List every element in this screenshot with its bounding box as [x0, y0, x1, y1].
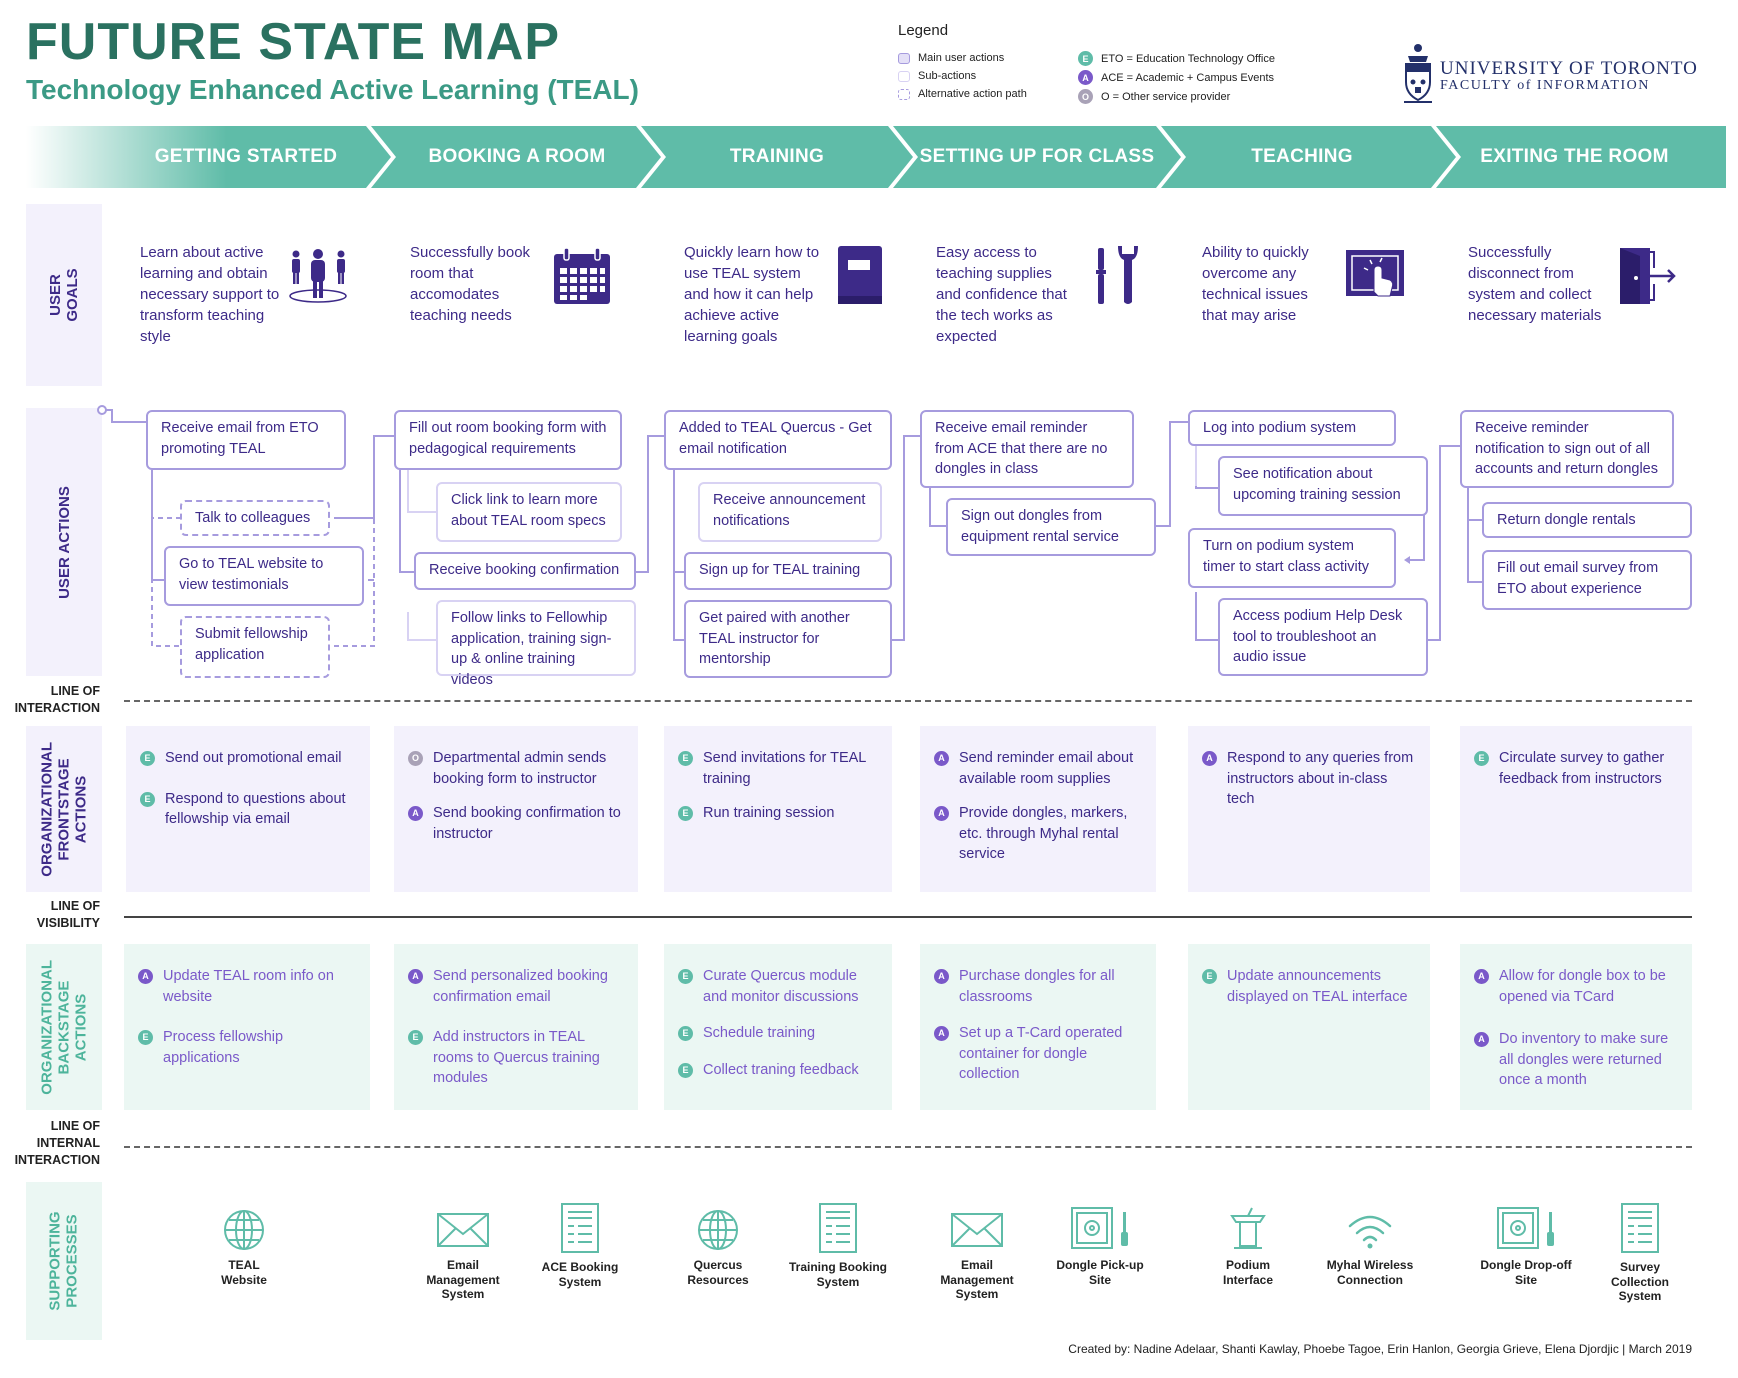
eto-badge-icon: E	[1202, 969, 1217, 984]
credits: Created by: Nadine Adelaar, Shanti Kawlay, Phoebe Tagoe, Erin Hanlon, Georgia Grieve, Elena Djordjic | March 2019	[1068, 1342, 1692, 1356]
stage-booking-a-room: BOOKING A ROOM	[428, 146, 606, 167]
ace-badge-icon: A	[408, 806, 423, 821]
eto-badge-icon: E	[678, 1063, 693, 1078]
safe-icon	[1496, 1206, 1556, 1252]
ace-badge-icon: A	[934, 1026, 949, 1041]
support-quercus-resources: Quercus Resources	[678, 1208, 758, 1287]
envelope-icon	[436, 1208, 490, 1252]
form-icon	[1620, 1202, 1660, 1254]
globe-icon	[696, 1208, 740, 1252]
lane-supporting: SUPPORTING PROCESSES	[26, 1182, 102, 1340]
frontstage-item: E Respond to questions about fellowship via email	[140, 789, 356, 830]
backstage-item: E Collect traning feedback	[678, 1060, 878, 1081]
podium-icon	[1228, 1206, 1268, 1252]
line-of-visibility	[124, 916, 1692, 918]
action-go-to-teal-website: Go to TEAL website to view testimonials	[164, 546, 364, 606]
form-icon	[818, 1202, 858, 1254]
eto-badge-icon: E	[1474, 751, 1489, 766]
eto-badge-icon: E	[678, 751, 693, 766]
faculty-name: FACULTY of INFORMATION	[1440, 78, 1650, 93]
legend-title: Legend	[898, 22, 949, 39]
backstage-booking	[394, 944, 638, 1110]
legend-ace: A ACE = Academic + Campus Events	[1078, 70, 1275, 85]
wifi-icon	[1346, 1212, 1394, 1252]
action-receive-reminder-ace: Receive email reminder from ACE that there are no dongles in class	[920, 410, 1134, 488]
backstage-item: A Set up a T-Card operated container for dongle collection	[934, 1023, 1142, 1085]
frontstage-item: A Provide dongles, markers, etc. through Myhal rental service	[934, 803, 1142, 865]
university-name: UNIVERSITY OF TORONTO	[1440, 58, 1698, 79]
action-follow-fellowship-links: Follow links to Fellowhip application, training sign-up & online training videos	[436, 600, 636, 676]
action-fill-booking-form: Fill out room booking form with pedagogical requirements	[394, 410, 622, 470]
line-of-visibility-label: LINE OF VISIBILITY	[36, 899, 100, 930]
goal-booking: Successfully book room that accomodates teaching needs	[410, 244, 531, 324]
backstage-item: A Update TEAL room info on website	[138, 966, 356, 1007]
goal-training: Quickly learn how to use TEAL system and how it can help achieve active learning goals	[684, 244, 820, 345]
lane-user-actions: USER ACTIONS	[26, 408, 102, 676]
stage-exiting: EXITING THE ROOM	[1480, 146, 1669, 167]
lane-frontstage: ORGANIZATIONAL FRONTSTAGE ACTIONS	[26, 726, 102, 892]
eto-badge-icon: E	[678, 969, 693, 984]
frontstage-item: E Run training session	[678, 803, 878, 824]
eto-badge-icon: E	[140, 792, 155, 807]
eto-badge-icon: E	[678, 806, 693, 821]
eto-badge-icon: E	[1078, 51, 1093, 66]
action-click-room-specs: Click link to learn more about TEAL room specs	[436, 482, 622, 542]
legend-item-alt: Alternative action path	[898, 88, 1027, 100]
line-of-internal-interaction-label: LINE OF INTERNAL INTERACTION	[14, 1119, 100, 1167]
ace-badge-icon: A	[934, 806, 949, 821]
backstage-item: A Do inventory to make sure all dongles were returned once a month	[1474, 1029, 1678, 1091]
action-return-dongles: Return dongle rentals	[1482, 502, 1692, 538]
ace-badge-icon: A	[1078, 70, 1093, 85]
ace-badge-icon: A	[934, 751, 949, 766]
frontstage-item: E Send invitations for TEAL training	[678, 748, 878, 789]
eto-badge-icon: E	[678, 1026, 693, 1041]
form-icon	[560, 1202, 600, 1254]
frontstage-item: E Circulate survey to gather feedback from instructors	[1474, 748, 1678, 789]
line-of-interaction-label: LINE OF INTERACTION	[14, 684, 100, 715]
ace-badge-icon: A	[1474, 1032, 1489, 1047]
goal-setting-up: Easy access to teaching supplies and confidence that the tech works as expected	[936, 244, 1067, 345]
envelope-icon	[950, 1208, 1004, 1252]
ace-badge-icon: A	[408, 969, 423, 984]
legend-item-main: Main user actions	[898, 52, 1027, 64]
support-myhal-wireless: Myhal Wireless Connection	[1320, 1212, 1420, 1287]
ace-badge-icon: A	[934, 969, 949, 984]
frontstage-item: E Send out promotional email	[140, 748, 356, 769]
frontstage-item: A Send booking confirmation to instructor	[408, 803, 624, 844]
goal-exiting: Successfully disconnect from system and collect necessary materials	[1468, 244, 1602, 324]
action-sign-out-dongles: Sign out dongles from equipment rental service	[946, 498, 1156, 556]
support-training-booking: Training Booking System	[788, 1202, 888, 1289]
backstage-item: E Update announcements displayed on TEAL interface	[1202, 966, 1416, 1007]
frontstage-item: A Send reminder email about available room supplies	[934, 748, 1142, 789]
ace-badge-icon: A	[1474, 969, 1489, 984]
action-access-help-desk: Access podium Help Desk tool to troubleshoot an audio issue	[1218, 598, 1428, 676]
support-email-management-2: Email Management System	[932, 1208, 1022, 1302]
backstage-item: E Schedule training	[678, 1023, 878, 1044]
frontstage-booking	[394, 726, 638, 892]
backstage-item: E Process fellowship applications	[138, 1027, 356, 1068]
frontstage-setting-up	[920, 726, 1156, 892]
support-survey-collection: Survey Collection System	[1590, 1202, 1690, 1304]
eto-badge-icon: E	[140, 751, 155, 766]
action-sign-up-training: Sign up for TEAL training	[684, 552, 892, 590]
frontstage-getting-started	[126, 726, 370, 892]
line-of-internal-interaction	[124, 1146, 1692, 1148]
frontstage-training	[664, 726, 892, 892]
support-dongle-dropoff: Dongle Drop-off Site	[1476, 1206, 1576, 1287]
ace-badge-icon: A	[1202, 751, 1217, 766]
action-receive-email-eto: Receive email from ETO promoting TEAL	[146, 410, 346, 470]
action-fill-email-survey: Fill out email survey from ETO about experience	[1482, 550, 1692, 610]
other-badge-icon: O	[1078, 89, 1093, 104]
action-see-training-notification: See notification about upcoming training session	[1218, 456, 1428, 516]
globe-icon	[222, 1208, 266, 1252]
frontstage-item: A Respond to any queries from instructors about in-class tech	[1202, 748, 1416, 810]
goal-getting-started: Learn about active learning and obtain necessary support to transform teaching style	[140, 244, 280, 345]
action-log-into-podium: Log into podium system	[1188, 410, 1396, 446]
safe-icon	[1070, 1206, 1130, 1252]
stage-setting-up: SETTING UP FOR CLASS	[919, 146, 1155, 167]
page-subtitle: Technology Enhanced Active Learning (TEAL)	[26, 74, 639, 105]
action-submit-fellowship: Submit fellowship application	[180, 616, 330, 678]
backstage-setting-up	[920, 944, 1156, 1110]
legend-item-sub: Sub-actions	[898, 70, 1027, 82]
backstage-item: E Curate Quercus module and monitor discussions	[678, 966, 878, 1007]
support-email-management: Email Management System	[418, 1208, 508, 1302]
frontstage-item: O Departmental admin sends booking form to instructor	[408, 748, 624, 789]
stage-getting-started: GETTING STARTED	[154, 146, 338, 167]
action-added-to-quercus: Added to TEAL Quercus - Get email notification	[664, 410, 892, 470]
eto-badge-icon: E	[408, 1030, 423, 1045]
backstage-teaching	[1188, 944, 1430, 1110]
stage-training: TRAINING	[729, 146, 825, 167]
line-of-interaction	[124, 700, 1692, 702]
lane-user-goals: USER GOALS	[26, 204, 102, 386]
ace-badge-icon: A	[138, 969, 153, 984]
action-receive-sign-out-reminder: Receive reminder notification to sign out of all accounts and return dongles	[1460, 410, 1674, 488]
frontstage-teaching	[1188, 726, 1430, 892]
action-talk-to-colleagues: Talk to colleagues	[180, 500, 330, 536]
backstage-training	[664, 944, 892, 1110]
backstage-exiting	[1460, 944, 1692, 1110]
backstage-getting-started	[124, 944, 370, 1110]
legend-eto: E ETO = Education Technology Office	[1078, 51, 1275, 66]
backstage-item: E Add instructors in TEAL rooms to Quercus training modules	[408, 1027, 624, 1089]
lane-backstage: ORGANIZATIONAL BACKSTAGE ACTIONS	[26, 944, 102, 1110]
backstage-item: A Allow for dongle box to be opened via TCard	[1474, 966, 1678, 1007]
other-badge-icon: O	[408, 751, 423, 766]
goal-teaching: Ability to quickly overcome any technical issues that may arise	[1202, 244, 1309, 324]
legend-other: O O = Other service provider	[1078, 89, 1275, 104]
page-title: FUTURE STATE MAP	[26, 13, 561, 71]
support-ace-booking: ACE Booking System	[540, 1202, 620, 1289]
action-receive-announcements: Receive announcement notifications	[698, 482, 882, 542]
action-turn-on-podium-timer: Turn on podium system timer to start class activity	[1188, 528, 1396, 588]
backstage-item: A Purchase dongles for all classrooms	[934, 966, 1142, 1007]
support-podium-interface: Podium Interface	[1208, 1206, 1288, 1287]
action-paired-mentorship: Get paired with another TEAL instructor for mentorship	[684, 600, 892, 678]
backstage-item: A Send personalized booking confirmation email	[408, 966, 624, 1007]
eto-badge-icon: E	[138, 1030, 153, 1045]
frontstage-exiting	[1460, 726, 1692, 892]
stage-teaching: TEACHING	[1251, 146, 1353, 167]
support-dongle-pickup: Dongle Pick-up Site	[1050, 1206, 1150, 1287]
action-receive-booking-confirmation: Receive booking confirmation	[414, 552, 636, 590]
support-teal-website: TEAL Website	[204, 1208, 284, 1287]
